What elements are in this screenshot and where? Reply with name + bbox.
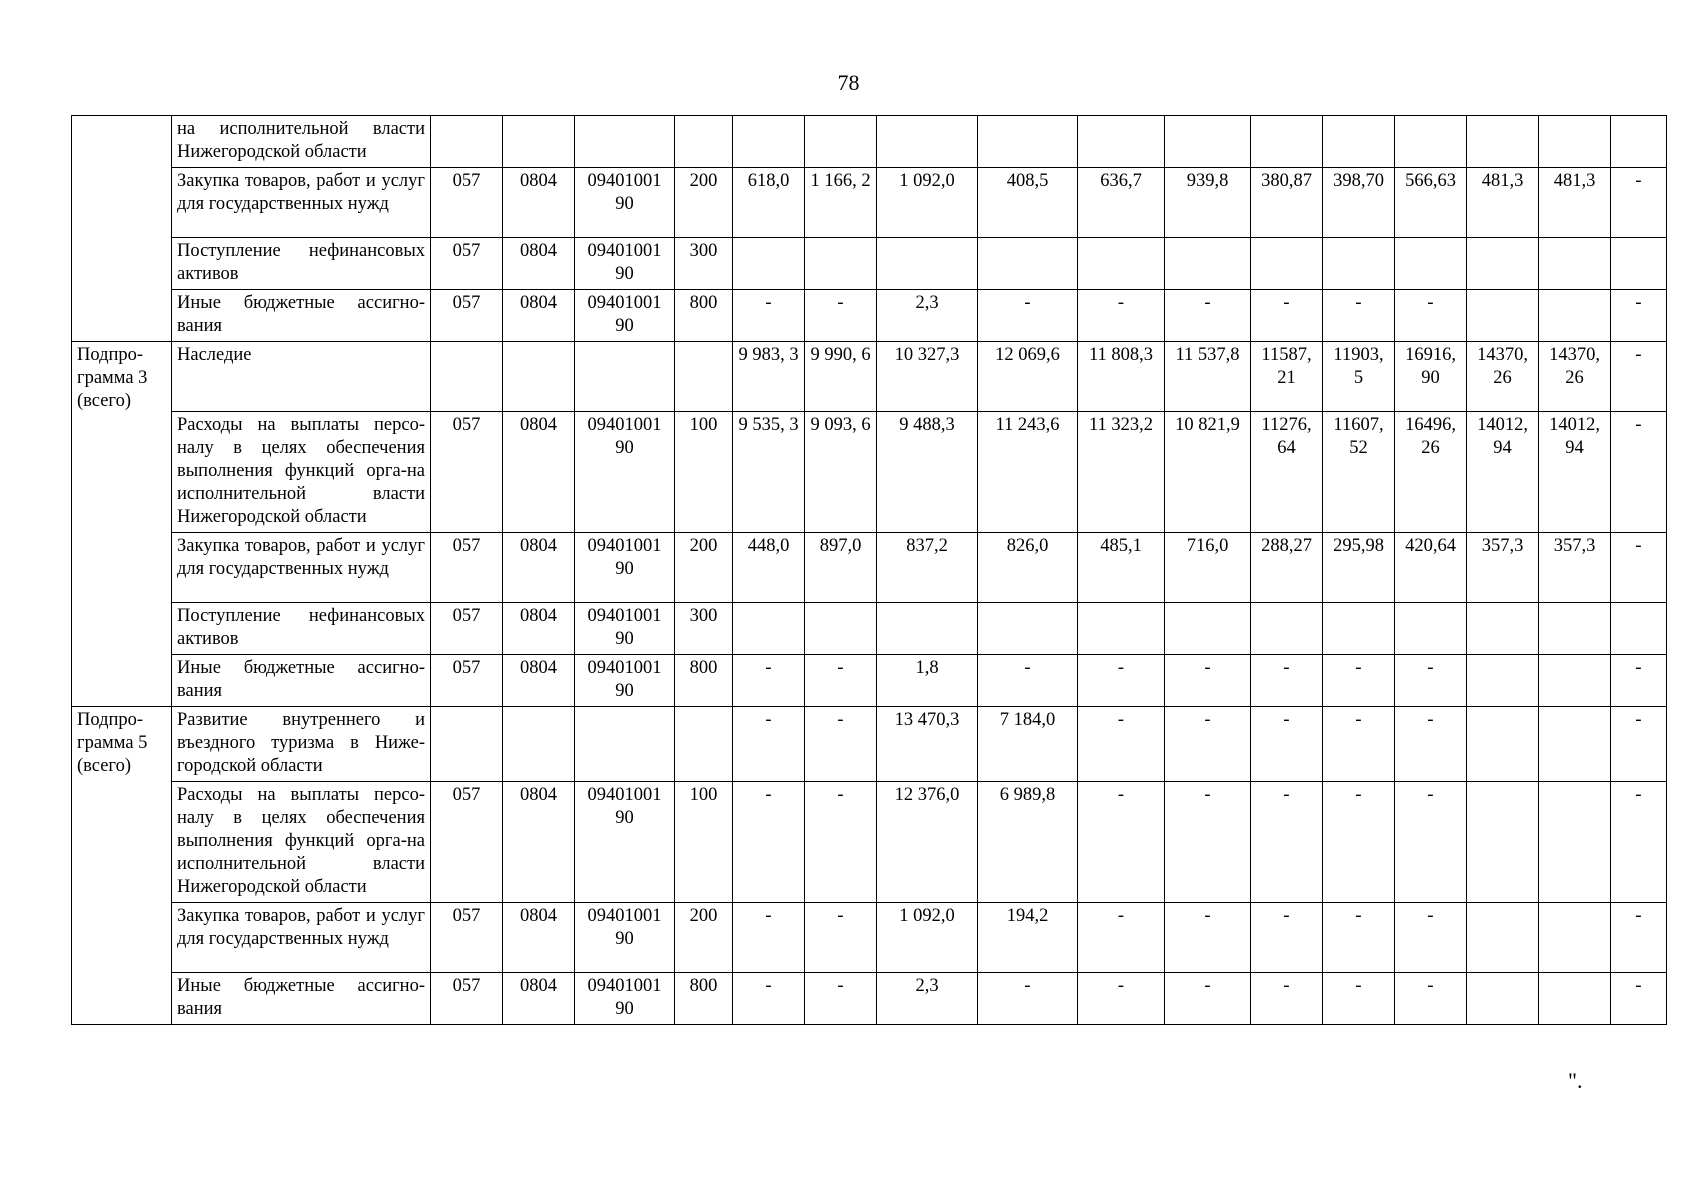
- value-cell: 420,64: [1395, 533, 1467, 603]
- value-cell: -: [1251, 903, 1323, 973]
- value-cell: 14012, 94: [1539, 412, 1611, 533]
- value-cell: [1395, 603, 1467, 655]
- value-cell: 12 069,6: [978, 342, 1078, 412]
- value-cell: -: [978, 290, 1078, 342]
- value-cell: [1539, 903, 1611, 973]
- table-row: [72, 603, 1667, 655]
- value-cell: -: [1165, 782, 1251, 903]
- value-cell: -: [1611, 533, 1667, 603]
- value-cell: -: [1323, 655, 1395, 707]
- value-cell: [1539, 655, 1611, 707]
- value-cell: -: [1611, 782, 1667, 903]
- value-cell: [1539, 707, 1611, 782]
- value-cell: -: [1323, 903, 1395, 973]
- value-cell: -: [805, 782, 877, 903]
- value-cell: 485,1: [1078, 533, 1165, 603]
- value-cell: 288,27: [1251, 533, 1323, 603]
- value-cell: -: [1165, 707, 1251, 782]
- section-code-cell: 0804: [503, 603, 575, 655]
- table-row: [72, 116, 1667, 168]
- value-cell: -: [805, 655, 877, 707]
- value-cell: -: [1323, 290, 1395, 342]
- value-cell: [1611, 603, 1667, 655]
- value-cell: -: [1251, 707, 1323, 782]
- description-cell: Иные бюджетные ассигно-вания: [172, 973, 431, 1025]
- value-cell: -: [805, 973, 877, 1025]
- section-code-cell: 0804: [503, 412, 575, 533]
- expense-type-cell: [675, 707, 733, 782]
- gr-code-cell: [431, 342, 503, 412]
- value-cell: 939,8: [1165, 168, 1251, 238]
- description-cell: Поступление нефинансовых активов: [172, 238, 431, 290]
- value-cell: [1539, 290, 1611, 342]
- target-article-cell: 09401001 90: [575, 903, 675, 973]
- value-cell: -: [1611, 903, 1667, 973]
- value-cell: 566,63: [1395, 168, 1467, 238]
- value-cell: 618,0: [733, 168, 805, 238]
- value-cell: -: [805, 290, 877, 342]
- target-article-cell: [575, 342, 675, 412]
- target-article-cell: 09401001 90: [575, 238, 675, 290]
- value-cell: 11 808,3: [1078, 342, 1165, 412]
- value-cell: -: [1611, 290, 1667, 342]
- gr-code-cell: 057: [431, 782, 503, 903]
- section-code-cell: [503, 707, 575, 782]
- section-code-cell: 0804: [503, 782, 575, 903]
- gr-code-cell: 057: [431, 655, 503, 707]
- value-cell: -: [1611, 168, 1667, 238]
- value-cell: 16496, 26: [1395, 412, 1467, 533]
- value-cell: 11607, 52: [1323, 412, 1395, 533]
- expense-type-cell: 200: [675, 903, 733, 973]
- value-cell: [1467, 290, 1539, 342]
- value-cell: [1467, 603, 1539, 655]
- value-cell: [805, 238, 877, 290]
- value-cell: 14370, 26: [1467, 342, 1539, 412]
- value-cell: [1078, 238, 1165, 290]
- value-cell: [1539, 116, 1611, 168]
- value-cell: -: [1078, 290, 1165, 342]
- value-cell: [805, 603, 877, 655]
- subprogram-cell: [72, 116, 172, 342]
- value-cell: -: [1611, 342, 1667, 412]
- value-cell: -: [1395, 707, 1467, 782]
- value-cell: -: [733, 655, 805, 707]
- value-cell: [1251, 603, 1323, 655]
- value-cell: [1395, 116, 1467, 168]
- description-cell: Иные бюджетные ассигно-вания: [172, 655, 431, 707]
- section-code-cell: 0804: [503, 533, 575, 603]
- value-cell: -: [1078, 973, 1165, 1025]
- value-cell: [1251, 238, 1323, 290]
- target-article-cell: 09401001 90: [575, 655, 675, 707]
- target-article-cell: 09401001 90: [575, 168, 675, 238]
- value-cell: [1539, 238, 1611, 290]
- value-cell: 1 092,0: [877, 903, 978, 973]
- value-cell: 9 535, 3: [733, 412, 805, 533]
- expense-type-cell: 200: [675, 533, 733, 603]
- value-cell: 1,8: [877, 655, 978, 707]
- expense-type-cell: [675, 342, 733, 412]
- value-cell: -: [1395, 655, 1467, 707]
- value-cell: -: [733, 290, 805, 342]
- value-cell: -: [978, 655, 1078, 707]
- value-cell: [1539, 782, 1611, 903]
- value-cell: 826,0: [978, 533, 1078, 603]
- gr-code-cell: 057: [431, 603, 503, 655]
- value-cell: [1467, 655, 1539, 707]
- value-cell: 9 488,3: [877, 412, 978, 533]
- target-article-cell: 09401001 90: [575, 973, 675, 1025]
- target-article-cell: [575, 116, 675, 168]
- value-cell: 11 537,8: [1165, 342, 1251, 412]
- value-cell: -: [733, 903, 805, 973]
- budget-table: [71, 115, 1667, 1025]
- expense-type-cell: 800: [675, 290, 733, 342]
- value-cell: -: [733, 973, 805, 1025]
- value-cell: [1078, 603, 1165, 655]
- expense-type-cell: 800: [675, 655, 733, 707]
- table-row: [72, 412, 1667, 533]
- target-article-cell: 09401001 90: [575, 533, 675, 603]
- table-row: [72, 655, 1667, 707]
- value-cell: -: [1078, 655, 1165, 707]
- expense-type-cell: 200: [675, 168, 733, 238]
- value-cell: [1467, 707, 1539, 782]
- value-cell: [978, 603, 1078, 655]
- value-cell: 295,98: [1323, 533, 1395, 603]
- value-cell: [733, 116, 805, 168]
- value-cell: 16916, 90: [1395, 342, 1467, 412]
- description-cell: Расходы на выплаты персо-налу в целях обеспечения выполнения функций орга-на исполнительной власти Нижегородской области: [172, 412, 431, 533]
- section-code-cell: [503, 116, 575, 168]
- value-cell: [1467, 782, 1539, 903]
- section-code-cell: 0804: [503, 238, 575, 290]
- value-cell: 448,0: [733, 533, 805, 603]
- value-cell: [1467, 238, 1539, 290]
- description-cell: Поступление нефинансовых активов: [172, 603, 431, 655]
- value-cell: -: [1395, 782, 1467, 903]
- gr-code-cell: 057: [431, 412, 503, 533]
- value-cell: 481,3: [1467, 168, 1539, 238]
- value-cell: [1323, 603, 1395, 655]
- table-row: [72, 533, 1667, 603]
- page-number: 78: [837, 70, 860, 95]
- value-cell: 1 092,0: [877, 168, 978, 238]
- value-cell: -: [1251, 290, 1323, 342]
- value-cell: [1323, 116, 1395, 168]
- table-row: [72, 903, 1667, 973]
- value-cell: 837,2: [877, 533, 978, 603]
- value-cell: 13 470,3: [877, 707, 978, 782]
- value-cell: [1165, 238, 1251, 290]
- value-cell: 636,7: [1078, 168, 1165, 238]
- value-cell: -: [1395, 290, 1467, 342]
- value-cell: 10 327,3: [877, 342, 978, 412]
- value-cell: 380,87: [1251, 168, 1323, 238]
- closing-quote-mark: ".: [1568, 1068, 1583, 1093]
- description-cell: на исполнительной власти Нижегородской области: [172, 116, 431, 168]
- value-cell: -: [1395, 903, 1467, 973]
- target-article-cell: 09401001 90: [575, 782, 675, 903]
- value-cell: -: [1078, 782, 1165, 903]
- value-cell: -: [1165, 903, 1251, 973]
- value-cell: 194,2: [978, 903, 1078, 973]
- table-row: [72, 707, 1667, 782]
- value-cell: 357,3: [1467, 533, 1539, 603]
- value-cell: -: [1611, 655, 1667, 707]
- value-cell: 14370, 26: [1539, 342, 1611, 412]
- value-cell: -: [1165, 655, 1251, 707]
- value-cell: 9 093, 6: [805, 412, 877, 533]
- value-cell: [877, 238, 978, 290]
- expense-type-cell: 100: [675, 782, 733, 903]
- value-cell: -: [1323, 973, 1395, 1025]
- value-cell: 11 323,2: [1078, 412, 1165, 533]
- description-cell: Закупка товаров, работ и услуг для государственных нужд: [172, 903, 431, 973]
- value-cell: [733, 238, 805, 290]
- value-cell: [733, 603, 805, 655]
- value-cell: 11587, 21: [1251, 342, 1323, 412]
- gr-code-cell: 057: [431, 168, 503, 238]
- description-cell: Расходы на выплаты персо-налу в целях обеспечения выполнения функций орга-на исполнительной власти Нижегородской области: [172, 782, 431, 903]
- value-cell: 11903, 5: [1323, 342, 1395, 412]
- value-cell: [1539, 973, 1611, 1025]
- value-cell: -: [1395, 973, 1467, 1025]
- value-cell: [978, 116, 1078, 168]
- target-article-cell: 09401001 90: [575, 603, 675, 655]
- description-cell: Наследие: [172, 342, 431, 412]
- table-row: [72, 782, 1667, 903]
- value-cell: 897,0: [805, 533, 877, 603]
- target-article-cell: 09401001 90: [575, 412, 675, 533]
- expense-type-cell: 300: [675, 603, 733, 655]
- expense-type-cell: 100: [675, 412, 733, 533]
- section-code-cell: 0804: [503, 973, 575, 1025]
- section-code-cell: 0804: [503, 168, 575, 238]
- value-cell: 7 184,0: [978, 707, 1078, 782]
- section-code-cell: 0804: [503, 655, 575, 707]
- value-cell: [805, 116, 877, 168]
- table-row: [72, 342, 1667, 412]
- value-cell: 716,0: [1165, 533, 1251, 603]
- value-cell: -: [1251, 655, 1323, 707]
- value-cell: -: [1323, 782, 1395, 903]
- section-code-cell: [503, 342, 575, 412]
- value-cell: [877, 116, 978, 168]
- value-cell: 1 166, 2: [805, 168, 877, 238]
- value-cell: [1395, 238, 1467, 290]
- value-cell: -: [805, 903, 877, 973]
- value-cell: [1165, 603, 1251, 655]
- gr-code-cell: 057: [431, 903, 503, 973]
- value-cell: -: [805, 707, 877, 782]
- section-code-cell: 0804: [503, 903, 575, 973]
- target-article-cell: [575, 707, 675, 782]
- value-cell: [1467, 903, 1539, 973]
- description-cell: Иные бюджетные ассигно-вания: [172, 290, 431, 342]
- value-cell: -: [1078, 903, 1165, 973]
- value-cell: -: [1165, 290, 1251, 342]
- value-cell: [1611, 116, 1667, 168]
- value-cell: [1611, 238, 1667, 290]
- value-cell: [1467, 116, 1539, 168]
- subprogram-cell: Подпро-грамма 3 (всего): [72, 342, 172, 707]
- description-cell: Закупка товаров, работ и услуг для государственных нужд: [172, 168, 431, 238]
- subprogram-cell: Подпро-грамма 5 (всего): [72, 707, 172, 1025]
- value-cell: 10 821,9: [1165, 412, 1251, 533]
- value-cell: -: [1078, 707, 1165, 782]
- value-cell: 9 983, 3: [733, 342, 805, 412]
- value-cell: -: [1611, 707, 1667, 782]
- value-cell: [1323, 238, 1395, 290]
- value-cell: 11 243,6: [978, 412, 1078, 533]
- value-cell: 6 989,8: [978, 782, 1078, 903]
- value-cell: [1165, 116, 1251, 168]
- value-cell: 2,3: [877, 290, 978, 342]
- value-cell: 357,3: [1539, 533, 1611, 603]
- expense-type-cell: 300: [675, 238, 733, 290]
- table-row: [72, 290, 1667, 342]
- target-article-cell: 09401001 90: [575, 290, 675, 342]
- value-cell: -: [733, 707, 805, 782]
- value-cell: [978, 238, 1078, 290]
- value-cell: -: [1251, 973, 1323, 1025]
- value-cell: -: [1611, 973, 1667, 1025]
- value-cell: -: [1323, 707, 1395, 782]
- value-cell: 2,3: [877, 973, 978, 1025]
- gr-code-cell: 057: [431, 533, 503, 603]
- value-cell: -: [1165, 973, 1251, 1025]
- value-cell: [1467, 973, 1539, 1025]
- value-cell: 11276, 64: [1251, 412, 1323, 533]
- table-row: [72, 238, 1667, 290]
- section-code-cell: 0804: [503, 290, 575, 342]
- gr-code-cell: 057: [431, 290, 503, 342]
- expense-type-cell: [675, 116, 733, 168]
- gr-code-cell: [431, 116, 503, 168]
- gr-code-cell: 057: [431, 238, 503, 290]
- value-cell: -: [978, 973, 1078, 1025]
- value-cell: 14012, 94: [1467, 412, 1539, 533]
- description-cell: Развитие внутреннего и въездного туризма в Ниже-городской области: [172, 707, 431, 782]
- value-cell: 12 376,0: [877, 782, 978, 903]
- description-cell: Закупка товаров, работ и услуг для государственных нужд: [172, 533, 431, 603]
- value-cell: -: [1611, 412, 1667, 533]
- value-cell: 481,3: [1539, 168, 1611, 238]
- value-cell: [1251, 116, 1323, 168]
- value-cell: [1078, 116, 1165, 168]
- table-row: [72, 973, 1667, 1025]
- value-cell: 408,5: [978, 168, 1078, 238]
- value-cell: [877, 603, 978, 655]
- value-cell: 398,70: [1323, 168, 1395, 238]
- gr-code-cell: [431, 707, 503, 782]
- table-row: [72, 168, 1667, 238]
- value-cell: -: [1251, 782, 1323, 903]
- gr-code-cell: 057: [431, 973, 503, 1025]
- expense-type-cell: 800: [675, 973, 733, 1025]
- value-cell: -: [733, 782, 805, 903]
- value-cell: [1539, 603, 1611, 655]
- value-cell: 9 990, 6: [805, 342, 877, 412]
